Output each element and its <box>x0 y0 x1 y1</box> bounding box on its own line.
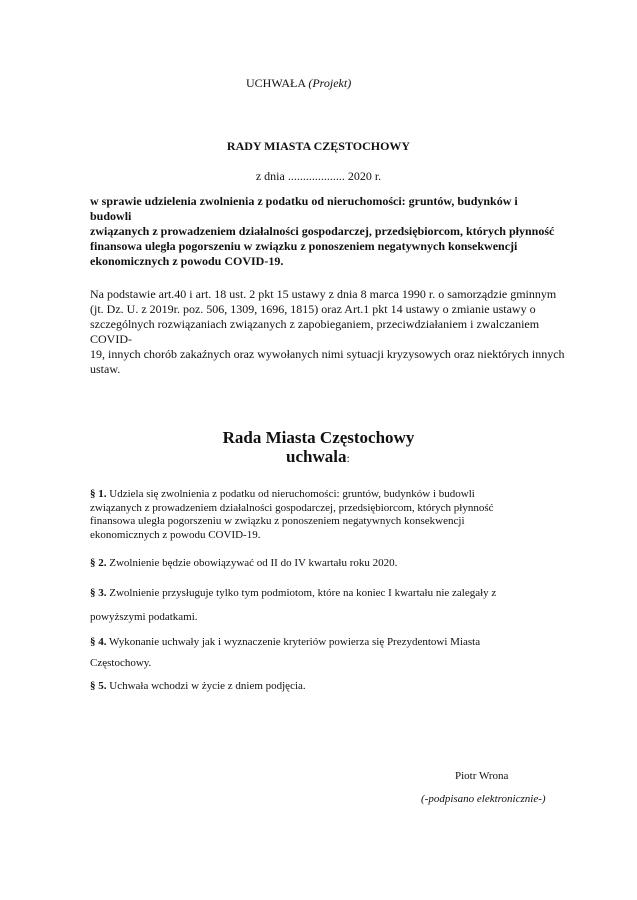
paragraph-number: § 1. <box>90 488 107 500</box>
resolution-word: UCHWAŁA <box>246 76 306 90</box>
legal-basis-line: szczególnych rozwiązaniach związanych z zapobieganiem, przeciwdziałaniem i zwalczaniem COVID- <box>90 317 540 346</box>
paragraph-number: § 2. <box>90 557 107 569</box>
paragraph-5 <box>90 680 306 694</box>
council-name-heading: Rada Miasta Częstochowy <box>222 428 415 447</box>
date-line: z dnia ................... 2020 r. <box>255 169 382 183</box>
paragraph-number: § 3. <box>90 587 107 599</box>
resolves-colon: : <box>346 451 350 465</box>
subject-line: w sprawie udzielenia zwolnienia z podatku od nieruchomości: gruntów, budynków i budowli <box>90 194 518 223</box>
legal-basis-line: (jt. Dz. U. z 2019r. poz. 506, 1309, 1696, 1815) oraz Art.1 pkt 14 ustawy o zmianie ustawy o <box>90 302 536 316</box>
resolution-label <box>246 76 351 91</box>
signature-note: (-podpisano elektronicznie-) <box>421 793 546 805</box>
legal-basis-block <box>90 287 574 377</box>
paragraph-1-line: ekonomicznych z powodu COVID-19. <box>90 528 261 541</box>
project-marker: (Projekt) <box>308 76 352 90</box>
paragraph-text: Wykonanie uchwały jak i wyznaczenie kryteriów powierza się Prezydentowi Miasta <box>106 636 481 648</box>
resolves-verb: uchwala <box>286 447 347 466</box>
legal-basis-line: 19, innych chorób zakaźnych oraz wywołanych nimi sytuacji kryzysowych oraz niektórych innych <box>90 347 565 361</box>
subject-line: ekonomicznych z powodu COVID-19. <box>90 254 284 268</box>
subject-line: finansowa uległa pogorszeniu w związku z ponoszeniem negatywnych konsekwencji <box>90 239 518 253</box>
paragraph-1 <box>90 488 560 542</box>
paragraph-3-continuation: powyższymi podatkami. <box>90 611 198 623</box>
paragraph-1-line: finansowa uległa pogorszeniu w związku z ponoszeniem negatywnych konsekwencji <box>90 515 465 527</box>
paragraph-4 <box>90 636 480 650</box>
legal-basis-line: Na podstawie art.40 i art. 18 ust. 2 pkt 15 ustawy z dnia 8 marca 1990 r. o samorządzie gminnym <box>90 287 557 301</box>
legal-basis-line: ustaw. <box>90 362 121 376</box>
paragraph-text: Zwolnienie będzie obowiązywać od II do IV kwartału roku 2020. <box>106 557 398 569</box>
subject-line: związanych z prowadzeniem działalności gospodarczej, przedsiębiorcom, których płynność <box>90 224 555 238</box>
subject-block <box>90 194 560 269</box>
paragraph-text: Uchwała wchodzi w życie z dniem podjęcia. <box>106 680 306 692</box>
council-heading: RADY MIASTA CZĘSTOCHOWY <box>226 139 411 153</box>
signatory-name: Piotr Wrona <box>455 770 509 782</box>
paragraph-number: § 5. <box>90 680 107 692</box>
paragraph-4-continuation: Częstochowy. <box>90 657 152 669</box>
paragraph-number: § 4. <box>90 636 107 648</box>
paragraph-3 <box>90 587 496 601</box>
paragraph-text: Udziela się zwolnienia z podatku od nieruchomości: gruntów, budynków i budowli <box>106 488 475 500</box>
paragraph-2 <box>90 557 397 571</box>
resolves-heading <box>286 447 350 468</box>
paragraph-1-line: związanych z prowadzeniem działalności gospodarczej, przedsiębiorcom, których płynność <box>90 501 494 514</box>
paragraph-1-line <box>90 488 560 502</box>
paragraph-text: Zwolnienie przysługuje tylko tym podmiotom, które na koniec I kwartału nie zalegały z <box>106 587 497 599</box>
